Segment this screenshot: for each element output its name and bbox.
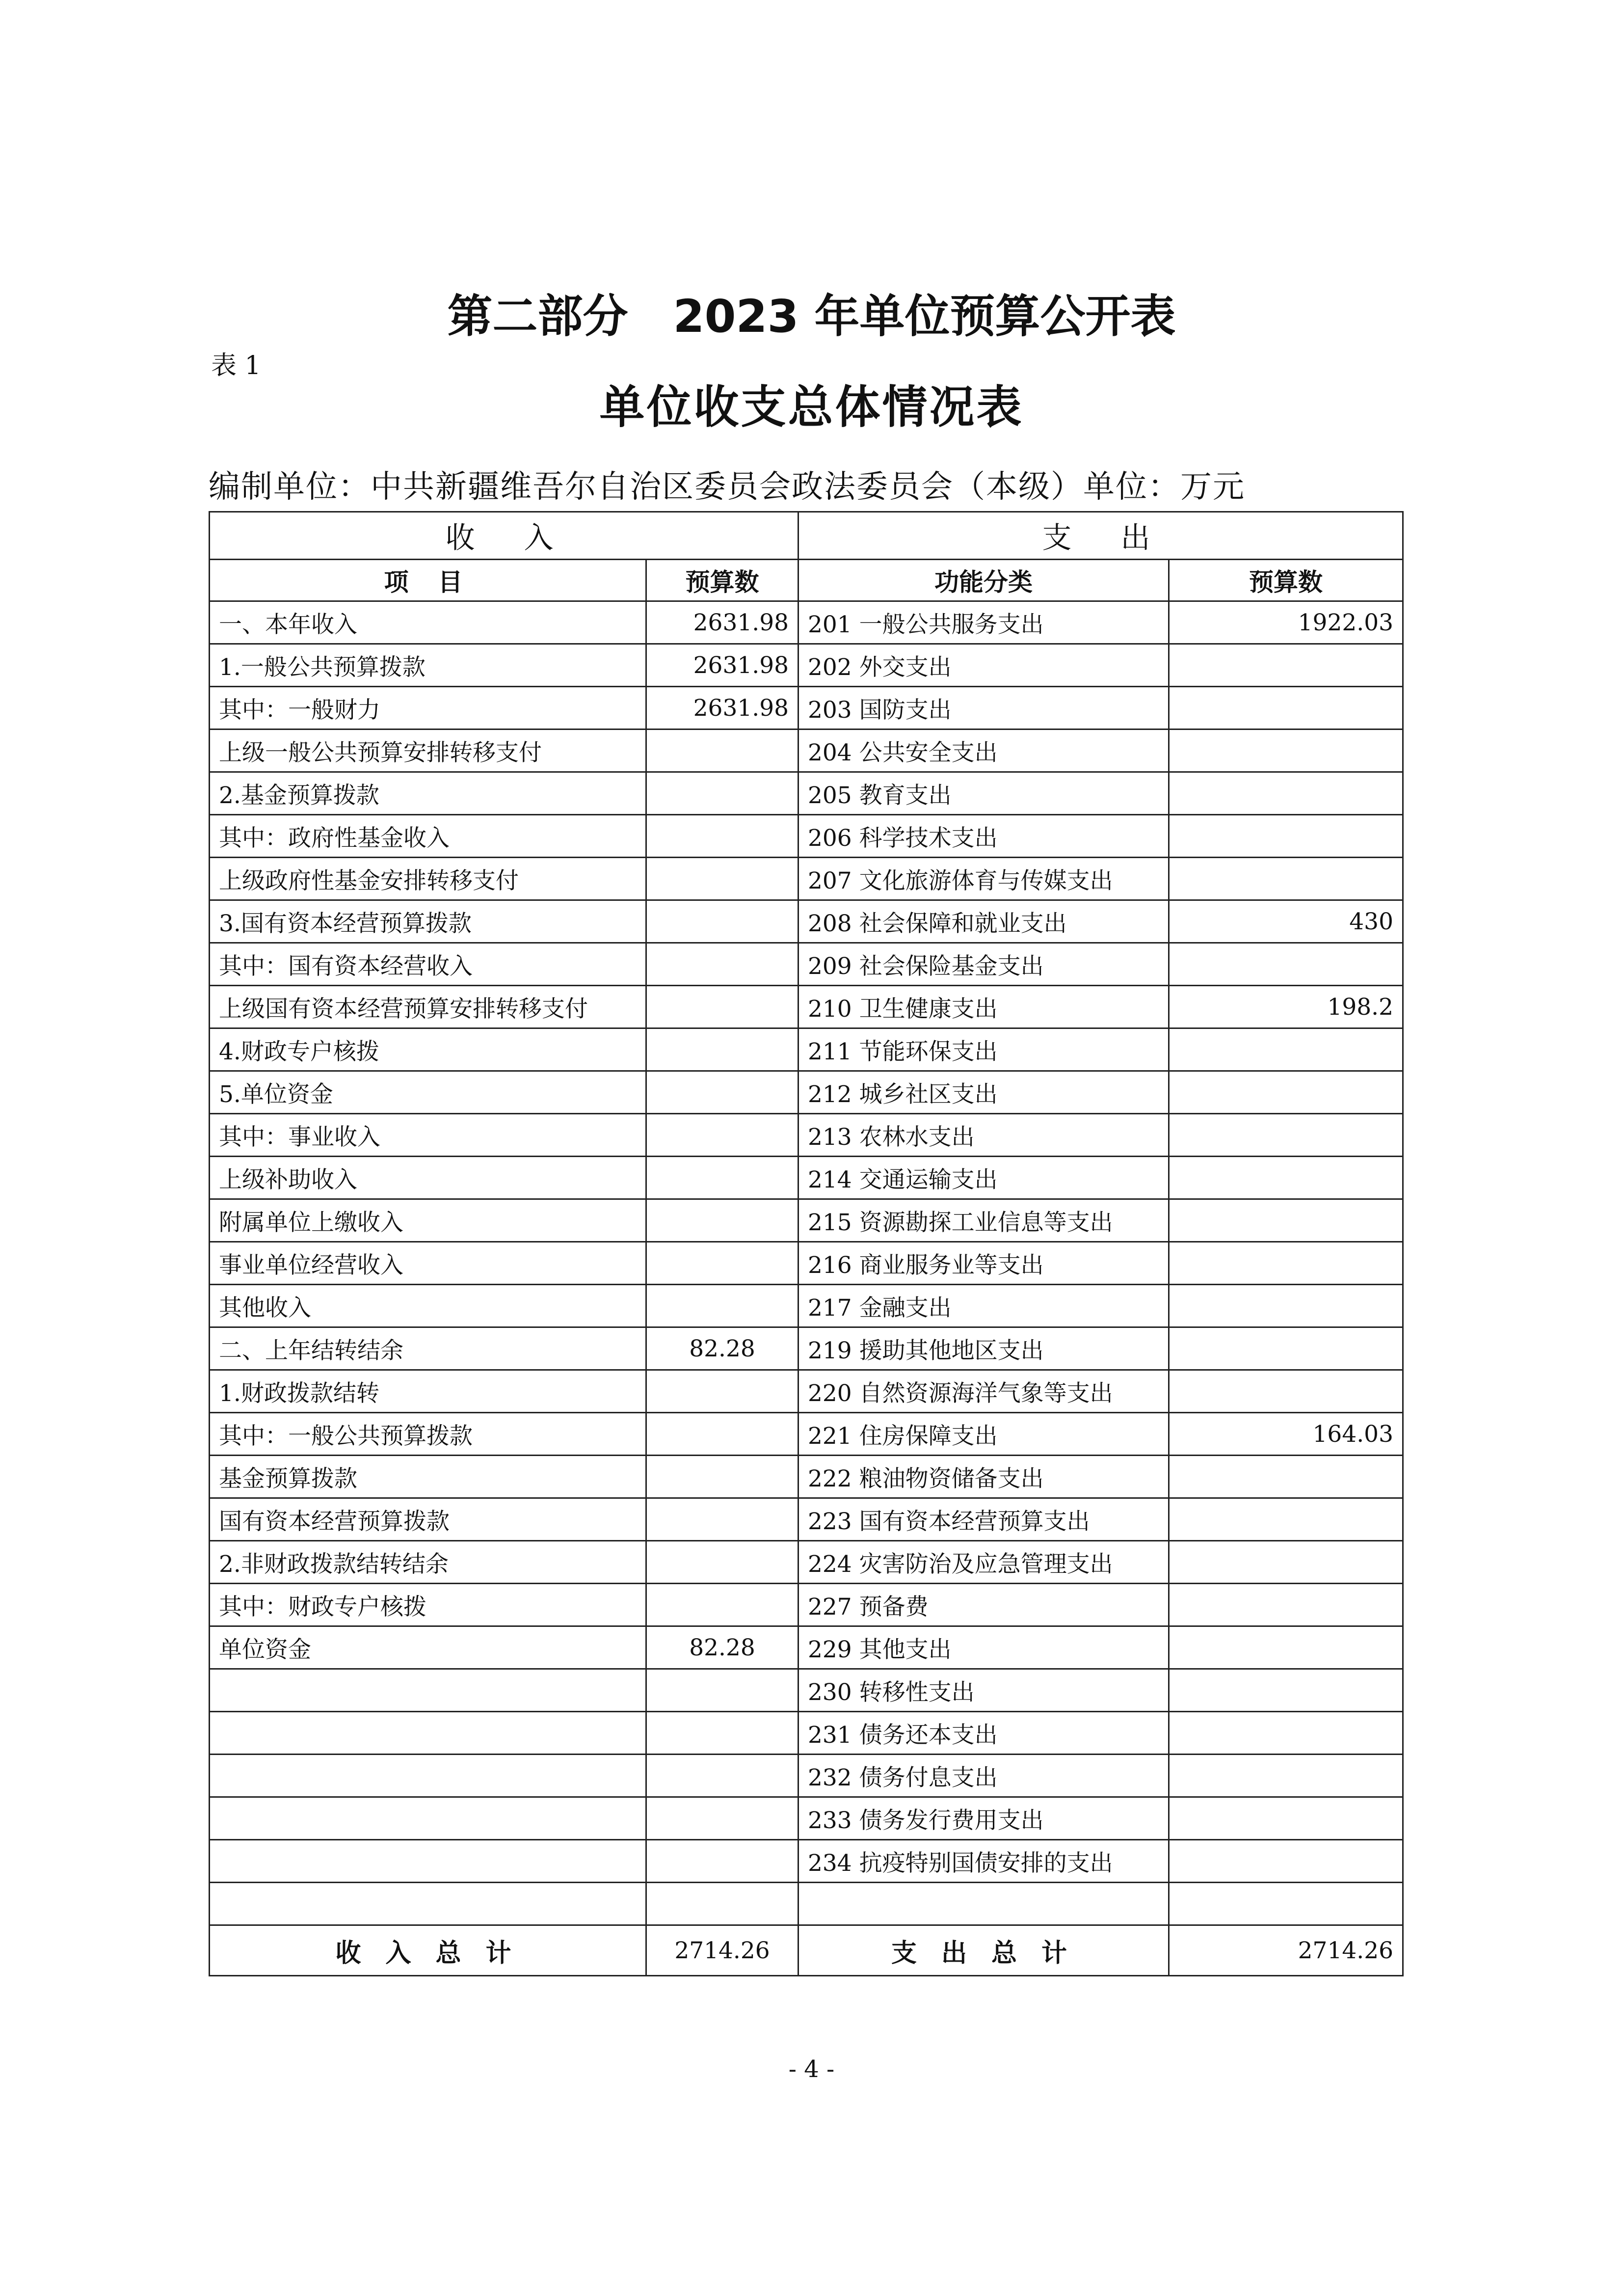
table-row — [210, 986, 1403, 1028]
income-item-cell: 其中：政府性基金收入 — [210, 815, 646, 858]
income-expense-table — [209, 511, 1404, 1976]
income-item-cell: 单位资金 — [210, 1626, 646, 1669]
expense-function-cell: 231 债务还本支出 — [798, 1712, 1169, 1755]
income-item-cell: 一、本年收入 — [210, 601, 646, 644]
expense-function-cell: 202 外交支出 — [798, 644, 1169, 687]
expense-function-cell: 220 自然资源海洋气象等支出 — [798, 1370, 1169, 1413]
income-item-cell: 其中：财政专户核拨 — [210, 1584, 646, 1626]
expense-budget-cell — [1169, 1242, 1403, 1285]
part-title: 第二部分 2023 年单位预算公开表 — [447, 290, 1176, 343]
expense-total-value: 2714.26 — [1169, 1925, 1403, 1976]
income-budget-cell — [646, 1114, 798, 1157]
income-item-cell: 其中：一般公共预算拨款 — [210, 1413, 646, 1456]
table-row — [210, 1071, 1403, 1114]
expense-budget-cell — [1169, 1584, 1403, 1626]
expense-group-header: 支出 — [798, 512, 1403, 560]
expense-function-cell: 207 文化旅游体育与传媒支出 — [798, 858, 1169, 900]
expense-budget-cell — [1169, 1712, 1403, 1755]
income-budget-cell — [646, 815, 798, 858]
expense-total-label: 支出总计 — [798, 1925, 1169, 1976]
expense-function-cell: 227 预备费 — [798, 1584, 1169, 1626]
expense-budget-cell — [1169, 943, 1403, 986]
expense-function-cell: 229 其他支出 — [798, 1626, 1169, 1669]
income-budget-cell: 2631.98 — [646, 601, 798, 644]
income-item-cell: 上级国有资本经营预算安排转移支付 — [210, 986, 646, 1028]
table-row — [210, 729, 1403, 772]
expense-budget-cell — [1169, 1114, 1403, 1157]
expense-budget-cell — [1169, 644, 1403, 687]
table-row — [210, 900, 1403, 943]
expense-function-cell — [798, 1883, 1169, 1925]
income-item-cell: 其中：国有资本经营收入 — [210, 943, 646, 986]
income-budget-cell — [646, 729, 798, 772]
page-number: - 4 - — [788, 2055, 835, 2083]
income-item-cell: 1.财政拨款结转 — [210, 1370, 646, 1413]
income-budget-cell — [646, 1883, 798, 1925]
table-title: 单位收支总体情况表 — [599, 381, 1024, 433]
income-budget-cell — [646, 1840, 798, 1883]
expense-budget-cell — [1169, 1327, 1403, 1370]
total-row — [210, 1925, 1403, 1976]
income-budget-cell — [646, 858, 798, 900]
expense-function-cell: 233 债务发行费用支出 — [798, 1797, 1169, 1840]
expense-budget-cell — [1169, 1541, 1403, 1584]
income-item-cell — [210, 1755, 646, 1797]
income-budget-cell — [646, 1242, 798, 1285]
income-total-value: 2714.26 — [646, 1925, 798, 1976]
table-row — [210, 1584, 1403, 1626]
income-item-cell: 基金预算拨款 — [210, 1456, 646, 1498]
income-budget-cell: 2631.98 — [646, 644, 798, 687]
expense-budget-cell — [1169, 1071, 1403, 1114]
income-budget-cell — [646, 1669, 798, 1712]
income-budget-cell — [646, 1498, 798, 1541]
expense-budget-cell: 1922.03 — [1169, 601, 1403, 644]
table-row — [210, 1840, 1403, 1883]
table-row — [210, 1883, 1403, 1925]
expense-function-cell: 209 社会保险基金支出 — [798, 943, 1169, 986]
table-row — [210, 1669, 1403, 1712]
table-row — [210, 858, 1403, 900]
expense-function-cell: 222 粮油物资储备支出 — [798, 1456, 1169, 1498]
income-budget-cell: 2631.98 — [646, 687, 798, 729]
expense-budget-cell — [1169, 1669, 1403, 1712]
expense-function-cell: 217 金融支出 — [798, 1285, 1169, 1327]
table-row — [210, 1712, 1403, 1755]
column-header-item: 项目 — [210, 560, 646, 601]
income-item-cell: 上级补助收入 — [210, 1157, 646, 1199]
expense-budget-cell — [1169, 729, 1403, 772]
table-number: 表 1 — [211, 351, 261, 380]
table-row — [210, 772, 1403, 815]
table-row — [210, 1242, 1403, 1285]
expense-budget-cell — [1169, 1755, 1403, 1797]
income-item-cell — [210, 1840, 646, 1883]
column-header-expense-budget: 预算数 — [1169, 560, 1403, 601]
column-header-income-budget: 预算数 — [646, 560, 798, 601]
income-budget-cell — [646, 1071, 798, 1114]
expense-budget-cell — [1169, 1883, 1403, 1925]
income-budget-cell: 82.28 — [646, 1626, 798, 1669]
income-item-cell: 4.财政专户核拨 — [210, 1028, 646, 1071]
expense-function-cell: 223 国有资本经营预算支出 — [798, 1498, 1169, 1541]
income-item-cell: 其中：一般财力 — [210, 687, 646, 729]
table-group-header — [210, 512, 1403, 560]
expense-function-cell: 204 公共安全支出 — [798, 729, 1169, 772]
income-item-cell — [210, 1669, 646, 1712]
expense-budget-cell — [1169, 1199, 1403, 1242]
expense-budget-cell — [1169, 815, 1403, 858]
table-row — [210, 1199, 1403, 1242]
table-row — [210, 1755, 1403, 1797]
income-budget-cell — [646, 1413, 798, 1456]
income-budget-cell — [646, 1199, 798, 1242]
expense-budget-cell — [1169, 687, 1403, 729]
expense-budget-cell — [1169, 1840, 1403, 1883]
expense-function-cell: 211 节能环保支出 — [798, 1028, 1169, 1071]
expense-function-cell: 219 援助其他地区支出 — [798, 1327, 1169, 1370]
income-budget-cell — [646, 1370, 798, 1413]
expense-function-cell: 208 社会保障和就业支出 — [798, 900, 1169, 943]
expense-budget-cell: 164.03 — [1169, 1413, 1403, 1456]
income-item-cell: 2.基金预算拨款 — [210, 772, 646, 815]
table-row — [210, 601, 1403, 644]
income-item-cell: 事业单位经营收入 — [210, 1242, 646, 1285]
expense-budget-cell — [1169, 772, 1403, 815]
expense-budget-cell — [1169, 1370, 1403, 1413]
income-item-cell: 其中：事业收入 — [210, 1114, 646, 1157]
income-item-cell: 1.一般公共预算拨款 — [210, 644, 646, 687]
income-budget-cell — [646, 986, 798, 1028]
income-item-cell: 2.非财政拨款结转结余 — [210, 1541, 646, 1584]
table-row — [210, 1456, 1403, 1498]
expense-budget-cell — [1169, 1797, 1403, 1840]
table-row — [210, 687, 1403, 729]
expense-function-cell: 234 抗疫特别国债安排的支出 — [798, 1840, 1169, 1883]
income-item-cell — [210, 1883, 646, 1925]
income-item-cell: 3.国有资本经营预算拨款 — [210, 900, 646, 943]
income-item-cell: 附属单位上缴收入 — [210, 1199, 646, 1242]
expense-budget-cell: 198.2 — [1169, 986, 1403, 1028]
income-budget-cell — [646, 943, 798, 986]
income-budget-cell — [646, 1712, 798, 1755]
income-item-cell: 二、上年结转结余 — [210, 1327, 646, 1370]
table-row — [210, 1797, 1403, 1840]
expense-budget-cell — [1169, 1028, 1403, 1071]
income-group-header: 收入 — [210, 512, 798, 560]
income-budget-cell — [646, 1456, 798, 1498]
expense-function-cell: 206 科学技术支出 — [798, 815, 1169, 858]
table-row — [210, 1498, 1403, 1541]
income-item-cell: 上级一般公共预算安排转移支付 — [210, 729, 646, 772]
expense-function-cell: 201 一般公共服务支出 — [798, 601, 1169, 644]
expense-budget-cell — [1169, 1285, 1403, 1327]
income-total-label: 收入总计 — [210, 1925, 646, 1976]
income-item-cell: 5.单位资金 — [210, 1071, 646, 1114]
expense-function-cell: 205 教育支出 — [798, 772, 1169, 815]
expense-budget-cell — [1169, 1498, 1403, 1541]
table-row — [210, 1626, 1403, 1669]
income-item-cell — [210, 1712, 646, 1755]
expense-function-cell: 215 资源勘探工业信息等支出 — [798, 1199, 1169, 1242]
table-row — [210, 1327, 1403, 1370]
expense-budget-cell: 430 — [1169, 900, 1403, 943]
compiling-unit-line: 编制单位：中共新疆维吾尔自治区委员会政法委员会（本级）单位：万元 — [209, 469, 1245, 505]
income-budget-cell — [646, 1157, 798, 1199]
expense-budget-cell — [1169, 1157, 1403, 1199]
table-row — [210, 1285, 1403, 1327]
income-budget-cell: 82.28 — [646, 1327, 798, 1370]
table-row — [210, 1370, 1403, 1413]
income-item-cell: 国有资本经营预算拨款 — [210, 1498, 646, 1541]
table-column-header — [210, 560, 1403, 601]
expense-budget-cell — [1169, 1456, 1403, 1498]
table-row — [210, 644, 1403, 687]
income-budget-cell — [646, 1541, 798, 1584]
table-row — [210, 943, 1403, 986]
income-budget-cell — [646, 900, 798, 943]
expense-function-cell: 214 交通运输支出 — [798, 1157, 1169, 1199]
table-row — [210, 815, 1403, 858]
income-budget-cell — [646, 1285, 798, 1327]
expense-function-cell: 230 转移性支出 — [798, 1669, 1169, 1712]
income-budget-cell — [646, 1584, 798, 1626]
table-row — [210, 1541, 1403, 1584]
expense-function-cell: 221 住房保障支出 — [798, 1413, 1169, 1456]
income-item-cell: 其他收入 — [210, 1285, 646, 1327]
income-item-cell: 上级政府性基金安排转移支付 — [210, 858, 646, 900]
table-body — [210, 601, 1403, 1925]
column-header-function: 功能分类 — [798, 560, 1169, 601]
table-row — [210, 1028, 1403, 1071]
expense-budget-cell — [1169, 1626, 1403, 1669]
expense-function-cell: 224 灾害防治及应急管理支出 — [798, 1541, 1169, 1584]
expense-function-cell: 213 农林水支出 — [798, 1114, 1169, 1157]
income-budget-cell — [646, 1755, 798, 1797]
expense-function-cell: 232 债务付息支出 — [798, 1755, 1169, 1797]
income-budget-cell — [646, 1797, 798, 1840]
income-item-cell — [210, 1797, 646, 1840]
table-row — [210, 1157, 1403, 1199]
expense-function-cell: 212 城乡社区支出 — [798, 1071, 1169, 1114]
expense-function-cell: 203 国防支出 — [798, 687, 1169, 729]
expense-budget-cell — [1169, 858, 1403, 900]
income-budget-cell — [646, 1028, 798, 1071]
table-row — [210, 1413, 1403, 1456]
income-budget-cell — [646, 772, 798, 815]
table-row — [210, 1114, 1403, 1157]
expense-function-cell: 216 商业服务业等支出 — [798, 1242, 1169, 1285]
expense-function-cell: 210 卫生健康支出 — [798, 986, 1169, 1028]
